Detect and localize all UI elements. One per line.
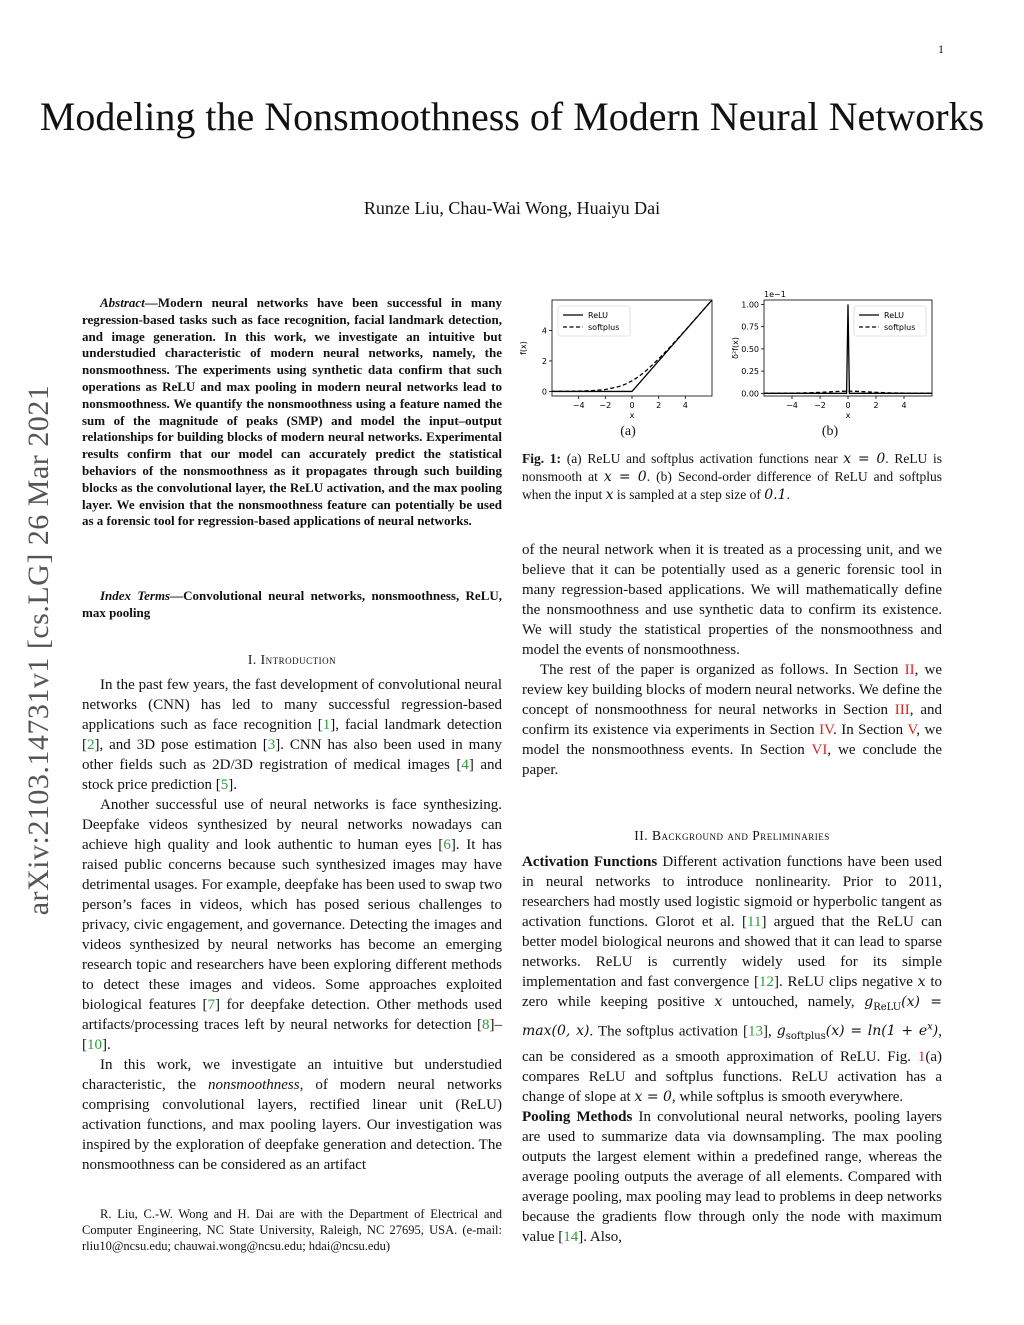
background-body [522, 852, 942, 1247]
y-axis-label: δ²f(x) [731, 337, 740, 359]
y-tick-label: 4 [541, 326, 547, 336]
section-link[interactable]: II [904, 662, 915, 678]
x-tick-label: 4 [901, 401, 907, 410]
section-heading-introduction: I. Introduction [247, 652, 337, 667]
page-number: 1 [938, 42, 944, 56]
pooling-methods-paragraph: Pooling Methods In convolutional neural networks, pooling layers are used to summarize data via downsampling. The max pooling outputs the largest element within a predefined range, whereas the average pooling outputs the average of all elements. Compared with average pooling, max pooling may lead to problems in deep networks because the gradients flow through only the node with maximum value [14]. Also, [522, 1109, 942, 1246]
citation-link[interactable]: 4 [461, 757, 469, 773]
arxiv-sidebar [14, 350, 64, 950]
x-tick-label: −2 [814, 401, 826, 410]
section-heading-background: II. Background and Preliminaries [634, 828, 830, 843]
abstract-dash: — [144, 295, 158, 310]
x-axis-label: x [629, 411, 635, 420]
legend-label: ReLU [588, 311, 609, 320]
citation-link[interactable]: 7 [207, 997, 216, 1013]
intro-paragraph-4: The rest of the paper is organized as follows. In Section II, we review key building blocks of modern neural networks. We define the concept of nonsmoothness for neural networks in Section III, and confirm its existence via experiments in Section IV. In Section V, we model the nonsmoothness events. In Section VI, we conclude the paper. [522, 662, 942, 778]
paragraph-head-pooling: Pooling Methods [522, 1109, 633, 1126]
x-tick-label: 0 [629, 401, 635, 410]
abstract [82, 295, 502, 530]
section-link[interactable]: III [894, 702, 910, 718]
legend-label: softplus [884, 323, 916, 332]
y-tick-label: 0.25 [741, 367, 759, 377]
axis-offset-label: 1e−1 [764, 290, 786, 299]
citation-link[interactable]: 14 [563, 1229, 579, 1246]
paper-title: Modeling the Nonsmoothness of Modern Neural Networks [39, 94, 985, 139]
x-tick-label: −2 [599, 401, 612, 410]
citation-link[interactable]: 13 [748, 1023, 763, 1040]
figure-link[interactable]: 1 [917, 1049, 926, 1066]
caption-label: Fig. 1: [522, 451, 562, 466]
x-tick-label: −4 [786, 401, 798, 410]
y-tick-label: 1.00 [741, 300, 759, 310]
arxiv-identifier: arXiv:2103.14731v1 [cs.LG] 26 Mar 2021 [22, 384, 55, 916]
citation-link[interactable]: 12 [759, 974, 775, 990]
citation-link[interactable]: 11 [747, 914, 762, 930]
y-tick-label: 0.75 [741, 322, 759, 332]
legend-label: softplus [588, 323, 620, 332]
x-tick-label: 2 [656, 401, 662, 410]
citation-link[interactable]: 1 [322, 717, 331, 733]
paragraph-head-activation: Activation Functions [522, 854, 658, 870]
y-tick-label: 2 [541, 356, 547, 366]
section-link[interactable]: VI [811, 742, 828, 758]
intro-paragraph-1: In the past few years, the fast development of convolutional neural networks (CNN) has led to many successful regression-based applications such as face recognition [1], facial landmark detection [2], and 3D pose estimation [3]. CNN has also been used in many other fields such as 2D/3D registration of medical images [4] and stock price prediction [5]. [82, 677, 502, 793]
abstract-text: Modern neural networks have been successful in many regression-based tasks such as face recognition, facial landmark detection, and image generation. In this work, we investigate an intuitive but understudied characteristic of modern neural networks, namely, the nonsmoothness. The experiments using synthetic data confirm that such operations as ReLU and max pooling in modern neural networks lead to nonsmoothness. We quantify the nonsmoothness using a feature named the sum of the magnitude of peaks (SMP) and model the input–output relationships for building blocks of modern neural networks. Experimental results confirm that our model can accurately predict the statistical behaviors of the nonsmoothness as it propagates through such building blocks as the convolutional layer, the ReLU activation, and the max pooling layer. We envision that the nonsmoothness feature can potentially be used as a forensic tool for regression-based applications of neural networks. [82, 295, 502, 529]
emphasis-nonsmoothness: nonsmoothness [207, 1077, 300, 1093]
introduction-body [82, 675, 502, 1175]
index-terms-text: Convolutional neural networks, nonsmoothness, ReLU, max pooling [82, 588, 502, 620]
x-tick-label: −4 [572, 401, 585, 410]
author-list: Runze Liu, Chau-Wai Wong, Huaiyu Dai [363, 198, 661, 218]
section-link[interactable]: V [907, 722, 917, 738]
figure-1-caption: Fig. 1: (a) ReLU and softplus activation functions near x = 0. ReLU is nonsmooth at x = 0. (b) Second-order difference of ReLU and softplus when the input x is sampled at a step size of 0.1. [522, 451, 942, 503]
subfigure-label-b: (b) [821, 424, 839, 439]
citation-link[interactable]: 10 [87, 1037, 102, 1053]
x-tick-label: 4 [682, 401, 688, 410]
y-axis-label: f(x) [519, 341, 528, 355]
citation-link[interactable]: 8 [482, 1017, 490, 1033]
subfigure-label-a: (a) [620, 424, 636, 439]
citation-link[interactable]: 5 [220, 777, 229, 793]
citation-link[interactable]: 2 [87, 737, 95, 753]
right-column-body [522, 540, 942, 780]
figure-1b-chart [730, 290, 942, 420]
footnote-text: R. Liu, C.-W. Wong and H. Dai are with the Department of Electrical and Computer Engineering, NC State University, Raleigh, NC 27695, USA. (e-mail: rliu10@ncsu.edu; chauwai.wong@ncsu.edu; hdai@ncsu.edu) [82, 1207, 502, 1253]
section-link[interactable]: IV [819, 722, 833, 738]
intro-paragraph-2: Another successful use of neural networks is face synthesizing. Deepfake videos synthesized by neural networks nowadays can achieve high quality and look authentic to human eyes [6]. It has raised public concerns because such synthesized images may have detrimental usages. For example, deepfake has been used to swap two person’s faces in videos, which has posed serious challenges to privacy, civic engagement, and governance. Detecting the images and videos synthesized by neural networks has become an emerging research topic and researchers have been exploring different methods to detect these images and videos. Some approaches exploited biological features [7] for deepfake detection. Other methods used artifacts/processing traces left by neural networks for detection [8]–[10]. [82, 797, 502, 1053]
index-terms-label: Index Terms [100, 588, 171, 603]
y-tick-label: 0 [541, 387, 547, 397]
y-tick-label: 0.50 [741, 344, 759, 354]
x-tick-label: 2 [873, 401, 879, 410]
activation-functions-paragraph: Activation Functions Different activation functions have been used in neural networks to introduce nonlinearity. Prior to 2011, researchers had mostly used logistic sigmoid or hyperbolic tangent as activation functions. Glorot et al. [11] argued that the ReLU can better model biological neurons and showed that it can lead to sparse networks. ReLU is currently widely used for its simple implementation and fast convergence [12]. ReLU clips negative x to zero while keeping positive x untouched, namely, $g_{ReLU}(x) = \max(0$, x). The softplus activation [13], $g_{softplus}(x) = \ln(1 + e^x)$, can be considered as a smooth approximation of ReLU. Fig. 1(a) compares ReLU and softplus functions. ReLU activation has a change of slope at x = 0, while softplus is smooth everywhere. [522, 854, 943, 1106]
intro-paragraph-3: In this work, we investigate an intuitive but understudied characteristic, the nonsmoothness, of modern neural networks comprising convolutional layers, rectified linear unit (ReLU) activation functions, and max pooling layers. Our investigation was inspired by the exploration of deepfake generation and detection. The nonsmoothness can be considered as an artifact [82, 1057, 502, 1173]
x-tick-label: 0 [845, 401, 851, 410]
intro-paragraph-3-continued: of the neural network when it is treated as a processing unit, and we believe that it can be potentially used as a generic forensic tool in many regression-based applications. We will mathematically define the nonsmoothness and use synthetic data to confirm its existence. We will study the statistical properties of the nonsmoothness and model the events of nonsmoothness. [522, 542, 942, 658]
citation-link[interactable]: 6 [443, 837, 451, 853]
footnote [82, 1206, 502, 1254]
index-terms-dash: — [170, 588, 184, 603]
y-tick-label: 0.00 [741, 389, 759, 399]
citation-link[interactable]: 3 [267, 737, 276, 753]
legend-label: ReLU [884, 311, 905, 320]
figure-1a-chart [519, 290, 722, 420]
abstract-label: Abstract [100, 295, 145, 310]
index-terms [82, 588, 502, 622]
x-axis-label: x [845, 411, 851, 420]
